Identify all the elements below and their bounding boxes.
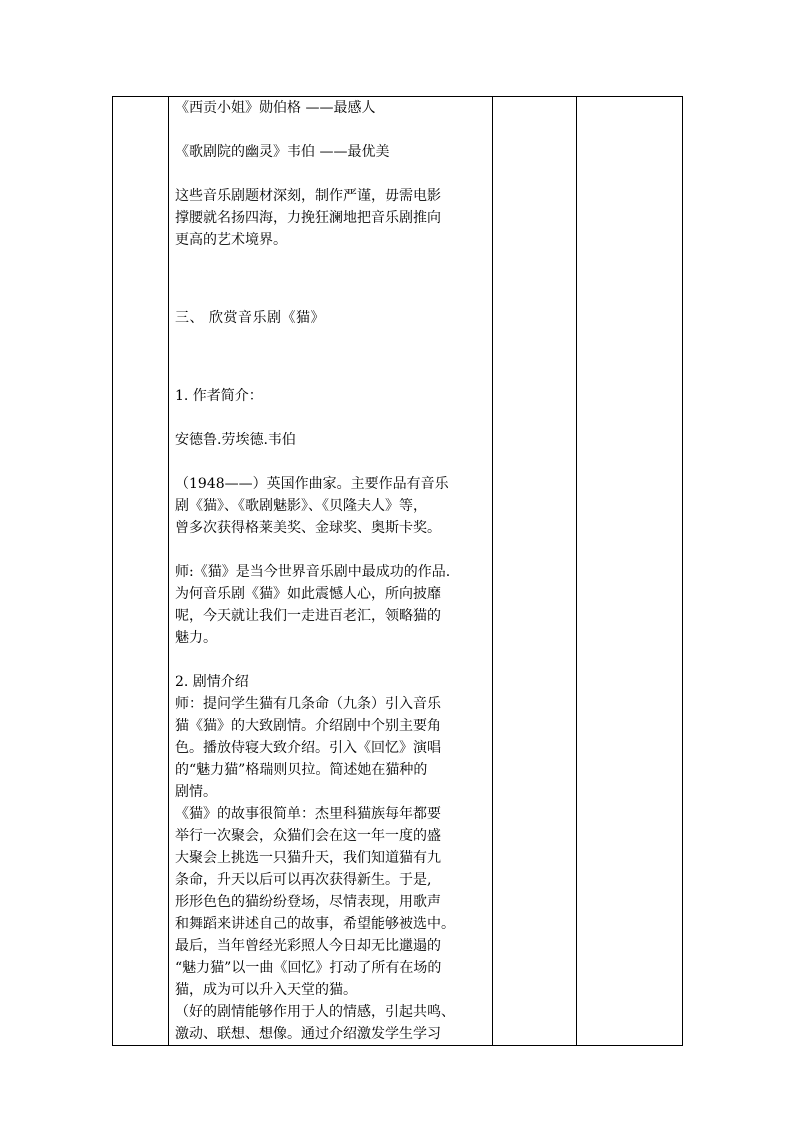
teacher-line: 的“魅力猫”格瑞则贝拉。简述她在猫种的: [175, 762, 428, 778]
section-heading-3: 三、 欣赏音乐剧《猫》: [175, 310, 325, 326]
teacher-line: 呢，今天就让我们一走进百老汇，领略猫的: [175, 608, 441, 624]
story-line: 和舞蹈来讲述自己的故事，希望能够被选中。: [175, 916, 455, 932]
teacher-line: 师：提问学生猫有几条命（九条）引入音乐: [175, 696, 441, 712]
remarks-cell: [577, 97, 683, 1046]
teacher-line: 剧情。: [175, 784, 217, 800]
content-cell: [169, 97, 493, 1046]
teacher-line: 为何音乐剧《猫》如此震憾人心，所向披靡: [175, 586, 441, 602]
story-line: 《猫》的故事很简单：杰里科猫族每年都要: [175, 806, 441, 822]
author-name: 安德鲁.劳埃德.韦伯: [175, 432, 296, 448]
left-margin-cell: [113, 97, 169, 1046]
story-line: 大聚会上挑选一只猫升天，我们知道猫有九: [175, 850, 441, 866]
emotion-line: （好的剧情能够作用于人的情感，引起共鸣、: [175, 1004, 455, 1020]
teacher-line: 师:《猫》是当今世界音乐剧中最成功的作品.: [175, 564, 451, 580]
subheading-author-intro: 1. 作者简介：: [175, 388, 263, 404]
musical-line-miss-saigon: 《西贡小姐》勋伯格 ——最感人: [175, 100, 376, 116]
lesson-plan-table: [112, 96, 683, 1046]
subheading-plot-intro: 2. 剧情介绍: [175, 674, 249, 690]
teacher-line: 猫《猫》的大致剧情。介绍剧中个别主要角: [175, 718, 441, 734]
musical-line-phantom: 《歌剧院的幽灵》韦伯 ——最优美: [175, 144, 390, 160]
story-line: 猫，成为可以升入天堂的猫。: [175, 982, 357, 998]
paragraph-line: 更高的艺术境界。: [175, 232, 287, 248]
story-line: “魅力猫”以一曲《回忆》打动了所有在场的: [175, 960, 442, 976]
story-line: 举行一次聚会，众猫们会在这一年一度的盛: [175, 828, 441, 844]
author-bio-line: （1948——）英国作曲家。主要作品有音乐: [175, 476, 449, 492]
author-bio-line: 剧《猫》、《歌剧魅影》、《贝隆夫人》等，: [175, 498, 427, 514]
author-bio-line: 曾多次获得格莱美奖、金球奖、奥斯卡奖。: [175, 520, 441, 536]
teacher-line: 魅力。: [175, 630, 217, 646]
teacher-line: 色。播放侍寝大致介绍。引入《回忆》演唱: [175, 740, 441, 756]
paragraph-line: 撑腰就名扬四海，力挽狂澜地把音乐剧推向: [175, 210, 441, 226]
story-line: 形形色色的猫纷纷登场，尽情表现，用歌声: [175, 894, 441, 910]
story-line: 条命，升天以后可以再次获得新生。于是,: [175, 872, 432, 888]
emotion-line: 激动、联想、想像。通过介绍激发学生学习: [175, 1026, 441, 1042]
story-line: 最后，当年曾经光彩照人今日却无比邋遢的: [175, 938, 441, 954]
paragraph-line: 这些音乐剧题材深刻，制作严谨，毋需电影: [175, 188, 441, 204]
notes-cell: [493, 97, 577, 1046]
